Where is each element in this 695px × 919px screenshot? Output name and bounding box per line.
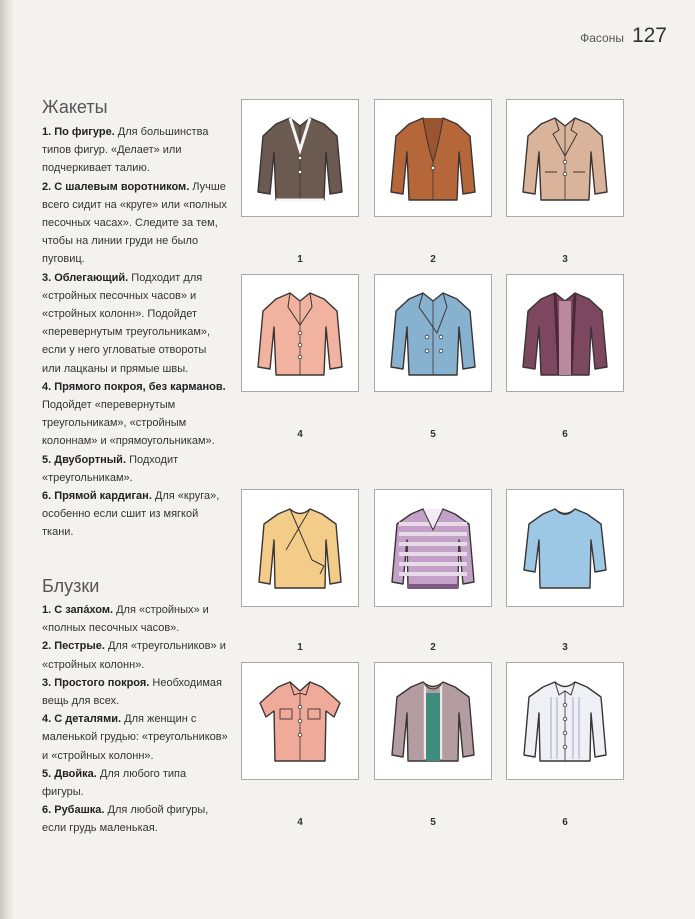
blouse-number-4: 4	[297, 817, 303, 828]
jacket-item-4-lead: 4. Прямого покроя, без карманов.	[42, 380, 226, 393]
blouse-item-6	[42, 801, 228, 837]
straight-jacket-icon	[242, 275, 358, 391]
blouse-item-3-text: Необходимая вещь для всех.	[42, 676, 222, 708]
jacket-item-2-text: Лучше всего сидит на «круге» или «полных песочных часах». Следите за тем, чтобы на линии груди не было пуговиц.	[42, 180, 227, 266]
jacket-item-1-lead: 1. По фигуре.	[42, 126, 115, 138]
jacket-item-5	[42, 451, 228, 487]
blouse-item-3-lead: 3. Простого покроя.	[42, 676, 150, 689]
close-fitting-jacket-icon	[507, 100, 623, 216]
blouse-item-5-text: Для любого типа фигуры.	[42, 767, 187, 799]
jacket-item-3-lead: 3. Облегающий.	[42, 271, 129, 284]
jackets-heading: Жакеты	[42, 97, 108, 117]
jacket-number-4: 4	[297, 429, 303, 440]
jacket-item-6-text: Для «круга», особенно если сшит из мягкой ткани.	[42, 490, 220, 539]
twinset-icon	[375, 663, 491, 779]
jacket-item-2	[42, 178, 228, 269]
blouse-item-4	[42, 710, 228, 765]
blouse-number-6: 6	[562, 817, 568, 828]
jacket-card-4	[241, 274, 359, 392]
blouse-item-2-text: Для «треугольников» и «стройных колонн».	[42, 640, 226, 671]
jacket-item-6-lead: 6. Прямой кардиган.	[42, 490, 152, 503]
blouse-item-3	[42, 674, 228, 710]
jacket-number-3: 3	[562, 254, 568, 265]
book-spine-shadow	[0, 0, 14, 919]
wrap-blouse-icon	[242, 490, 358, 606]
blouse-item-5-lead: 5. Двойка.	[42, 767, 97, 780]
double-breasted-jacket-icon	[375, 275, 491, 391]
jacket-item-3-text: Подходит для «стройных песочных часов» и «стройных колонн». Подойдет «перевернутым треугольникам», если у него угловатые отвороты или лацканы и прямые швы.	[42, 271, 211, 375]
blouse-card-1	[241, 489, 359, 607]
blouse-item-1-lead: 1. С запа́хом.	[42, 604, 114, 616]
blouse-item-4-lead: 4. С деталями.	[42, 713, 122, 726]
blouse-item-2-lead: 2. Пестрые.	[42, 640, 105, 653]
jacket-item-2-lead: 2. С шалевым воротником.	[42, 180, 190, 193]
detailed-blouse-icon	[242, 663, 358, 779]
fitted-jacket-icon	[242, 100, 358, 216]
jacket-card-2	[374, 99, 492, 217]
blouse-item-2	[42, 637, 228, 673]
jacket-item-6	[42, 487, 228, 542]
blouses-list	[42, 601, 228, 838]
straight-cardigan-icon	[507, 275, 623, 391]
jacket-number-1: 1	[297, 254, 303, 265]
jacket-card-6	[506, 274, 624, 392]
jacket-item-4	[42, 378, 228, 451]
blouse-number-2: 2	[430, 642, 436, 653]
jacket-item-3	[42, 269, 228, 378]
blouse-number-5: 5	[430, 817, 436, 828]
page-number: 127	[631, 24, 667, 47]
striped-blouse-icon	[375, 490, 491, 606]
blouse-card-5	[374, 662, 492, 780]
shawl-collar-jacket-icon	[375, 100, 491, 216]
blouse-card-2	[374, 489, 492, 607]
jacket-item-5-lead: 5. Двубортный.	[42, 453, 127, 466]
blouse-item-1-text: Для «стройных» и «полных песочных часов».	[42, 604, 209, 635]
jackets-list	[42, 123, 228, 542]
jacket-item-5-text: Подходит «треугольникам».	[42, 453, 179, 484]
jacket-card-1	[241, 99, 359, 217]
jacket-card-5	[374, 274, 492, 392]
section-title: Фасоны	[580, 31, 624, 45]
jacket-item-1-text: Для большинства типов фигур. «Делает» или подчеркивает талию.	[42, 126, 209, 175]
plain-blouse-icon	[507, 490, 623, 606]
jacket-number-2: 2	[430, 254, 436, 265]
blouse-number-1: 1	[297, 642, 303, 653]
shirt-icon	[507, 663, 623, 779]
jacket-card-3	[506, 99, 624, 217]
blouse-card-4	[241, 662, 359, 780]
blouse-number-3: 3	[562, 642, 568, 653]
jacket-item-1	[42, 123, 228, 178]
blouse-item-4-text: Для женщин с маленькой грудью: «треугольников» и «стройных колонн».	[42, 713, 228, 762]
page-header	[580, 24, 667, 48]
blouse-card-3	[506, 489, 624, 607]
blouse-item-6-lead: 6. Рубашка.	[42, 804, 105, 817]
blouse-card-6	[506, 662, 624, 780]
jacket-number-5: 5	[430, 429, 436, 440]
blouses-heading: Блузки	[42, 576, 100, 596]
jacket-number-6: 6	[562, 429, 568, 440]
jacket-item-4-text: Подойдет «перевернутым треугольникам», «стройным колоннам» и «прямоугольникам».	[42, 399, 215, 448]
blouse-item-6-text: Для любой фигуры, если грудь маленькая.	[42, 804, 209, 835]
blouse-item-5	[42, 765, 228, 801]
blouse-item-1	[42, 601, 228, 637]
